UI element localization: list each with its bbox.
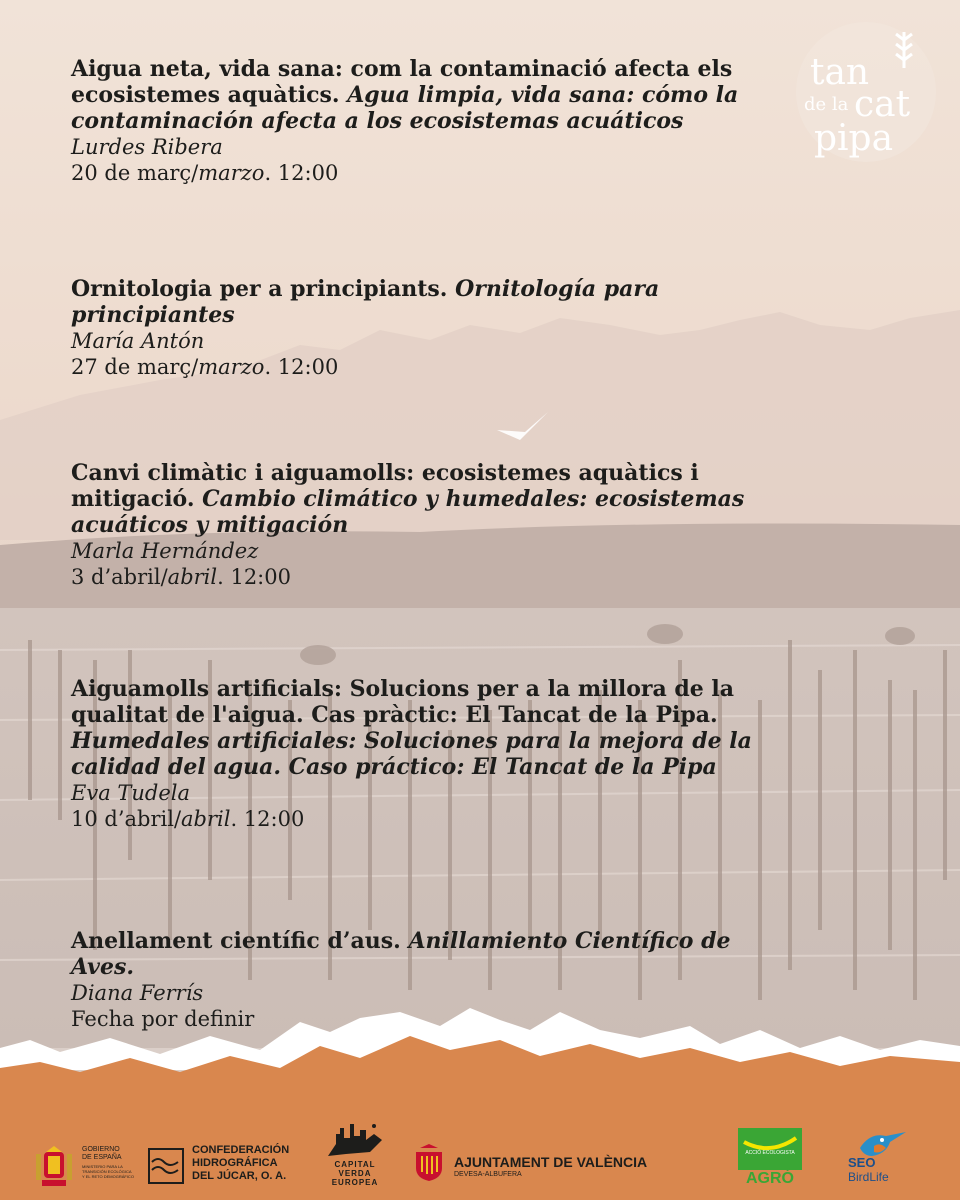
event-title	[71, 56, 771, 134]
seo-birdlife-logo	[848, 1128, 918, 1192]
gobierno-line2: DE ESPAÑA	[82, 1154, 122, 1161]
event-date-time: . 12:00	[230, 807, 305, 831]
ajuntament-line2: DEVESA-ALBUFERA	[454, 1171, 522, 1178]
agro-logo-icon	[738, 1128, 802, 1170]
agro-line1: ACCIÓ ECOLOGISTA	[745, 1150, 795, 1156]
event-item	[71, 460, 771, 590]
event-date-es: marzo	[198, 161, 265, 185]
ajuntament-logo	[412, 1144, 652, 1188]
event-title	[71, 676, 771, 780]
logo-word-tan: tan	[810, 52, 870, 93]
chj-line1: CONFEDERACIÓN	[192, 1144, 290, 1156]
city-skyline-icon	[326, 1120, 384, 1160]
capital-verda-line1: CAPITAL VERDA	[334, 1160, 376, 1178]
event-title	[71, 460, 771, 538]
event-date-ca: 10 d’abril/	[71, 807, 182, 831]
event-item	[71, 928, 771, 1032]
agro-line2: AGRÓ	[746, 1170, 794, 1187]
gobierno-line3: MINISTERIO PARA LA	[82, 1164, 123, 1169]
event-speaker: María Antón	[71, 329, 205, 353]
event-title-ca: Anellament científic d’aus.	[71, 928, 401, 954]
event-item	[71, 676, 771, 832]
capital-verda-logo	[320, 1120, 390, 1190]
event-date	[71, 564, 771, 590]
gobierno-line4: TRANSICIÓN ECOLÓGICA	[82, 1169, 132, 1174]
event-title-es: Anillamiento Científico de Aves.	[71, 928, 731, 980]
event-date-ca: 3 d’abril/	[71, 565, 168, 589]
event-date-ca: 20 de març/	[71, 161, 199, 185]
event-speaker: Eva Tudela	[71, 781, 191, 805]
event-date-es: abril	[181, 807, 231, 831]
logo-word-pipa: pipa	[814, 118, 894, 159]
valencia-crest-icon	[412, 1144, 446, 1182]
event-title-ca: Aigua neta, vida sana: com la contaminació afecta els ecosistemes aquàtics.	[71, 56, 733, 108]
seo-line2: BirdLife	[848, 1170, 889, 1184]
sponsor-logos	[0, 1120, 960, 1200]
logo-word-cat: cat	[854, 84, 911, 125]
chj-line3: DEL JÚCAR, O. A.	[192, 1170, 287, 1182]
event-title-es: Agua limpia, vida sana: cómo la contaminación afecta a los ecosistemas acuáticos	[71, 82, 739, 134]
event-title-ca: Aiguamolls artificials: Solucions per a la millora de la qualitat de l'aigua. Cas pràctic: El Tancat de la Pipa.	[71, 676, 735, 728]
event-date-time: . 12:00	[264, 161, 339, 185]
event-speaker: Marla Hernández	[71, 539, 259, 563]
ajuntament-line1: AJUNTAMENT DE VALÈNCIA	[454, 1154, 648, 1170]
event-date	[71, 160, 771, 186]
event-date-ca: Fecha por definir	[71, 1007, 255, 1031]
event-title	[71, 276, 771, 328]
agro-logo	[738, 1128, 802, 1192]
event-item	[71, 276, 771, 380]
event-date-time: . 12:00	[264, 355, 339, 379]
capital-verda-line2: EUROPEA	[331, 1178, 379, 1187]
gobierno-logo	[34, 1144, 134, 1192]
tancat-de-la-pipa-logo	[796, 22, 936, 162]
event-title-es: Ornitología para principiantes	[71, 276, 660, 328]
event-speaker: Diana Ferrís	[71, 981, 204, 1005]
event-item	[71, 56, 771, 186]
event-title	[71, 928, 771, 980]
event-title-ca: Ornitologia per a principiants.	[71, 276, 448, 302]
chj-line2: HIDROGRÁFICA	[192, 1157, 278, 1169]
logo-word-de-la: de la	[804, 94, 849, 115]
event-speaker: Lurdes Ribera	[71, 135, 223, 159]
event-title-es: Humedales artificiales: Soluciones para la mejora de la calidad del agua. Caso práctico: El Tancat de la Pipa	[71, 728, 752, 780]
coat-of-arms-icon	[34, 1146, 74, 1190]
event-date-time: . 12:00	[217, 565, 291, 589]
event-title-ca: Canvi climàtic i aiguamolls: ecosistemes aquàtics i mitigació.	[71, 460, 699, 512]
event-date	[71, 354, 771, 380]
waves-icon	[148, 1148, 184, 1184]
seo-line1: SEO	[848, 1155, 876, 1170]
gobierno-line5: Y EL RETO DEMOGRÁFICO	[82, 1174, 134, 1179]
event-date-es: abril	[167, 565, 218, 589]
gobierno-line1: GOBIERNO	[82, 1146, 120, 1153]
event-date	[71, 1006, 771, 1032]
event-title-es: Cambio climático y humedales: ecosistemas acuáticos y mitigación	[71, 486, 745, 538]
event-date-es: marzo	[198, 355, 265, 379]
event-date	[71, 806, 771, 832]
event-date-ca: 27 de març/	[71, 355, 199, 379]
chj-logo	[148, 1144, 318, 1192]
